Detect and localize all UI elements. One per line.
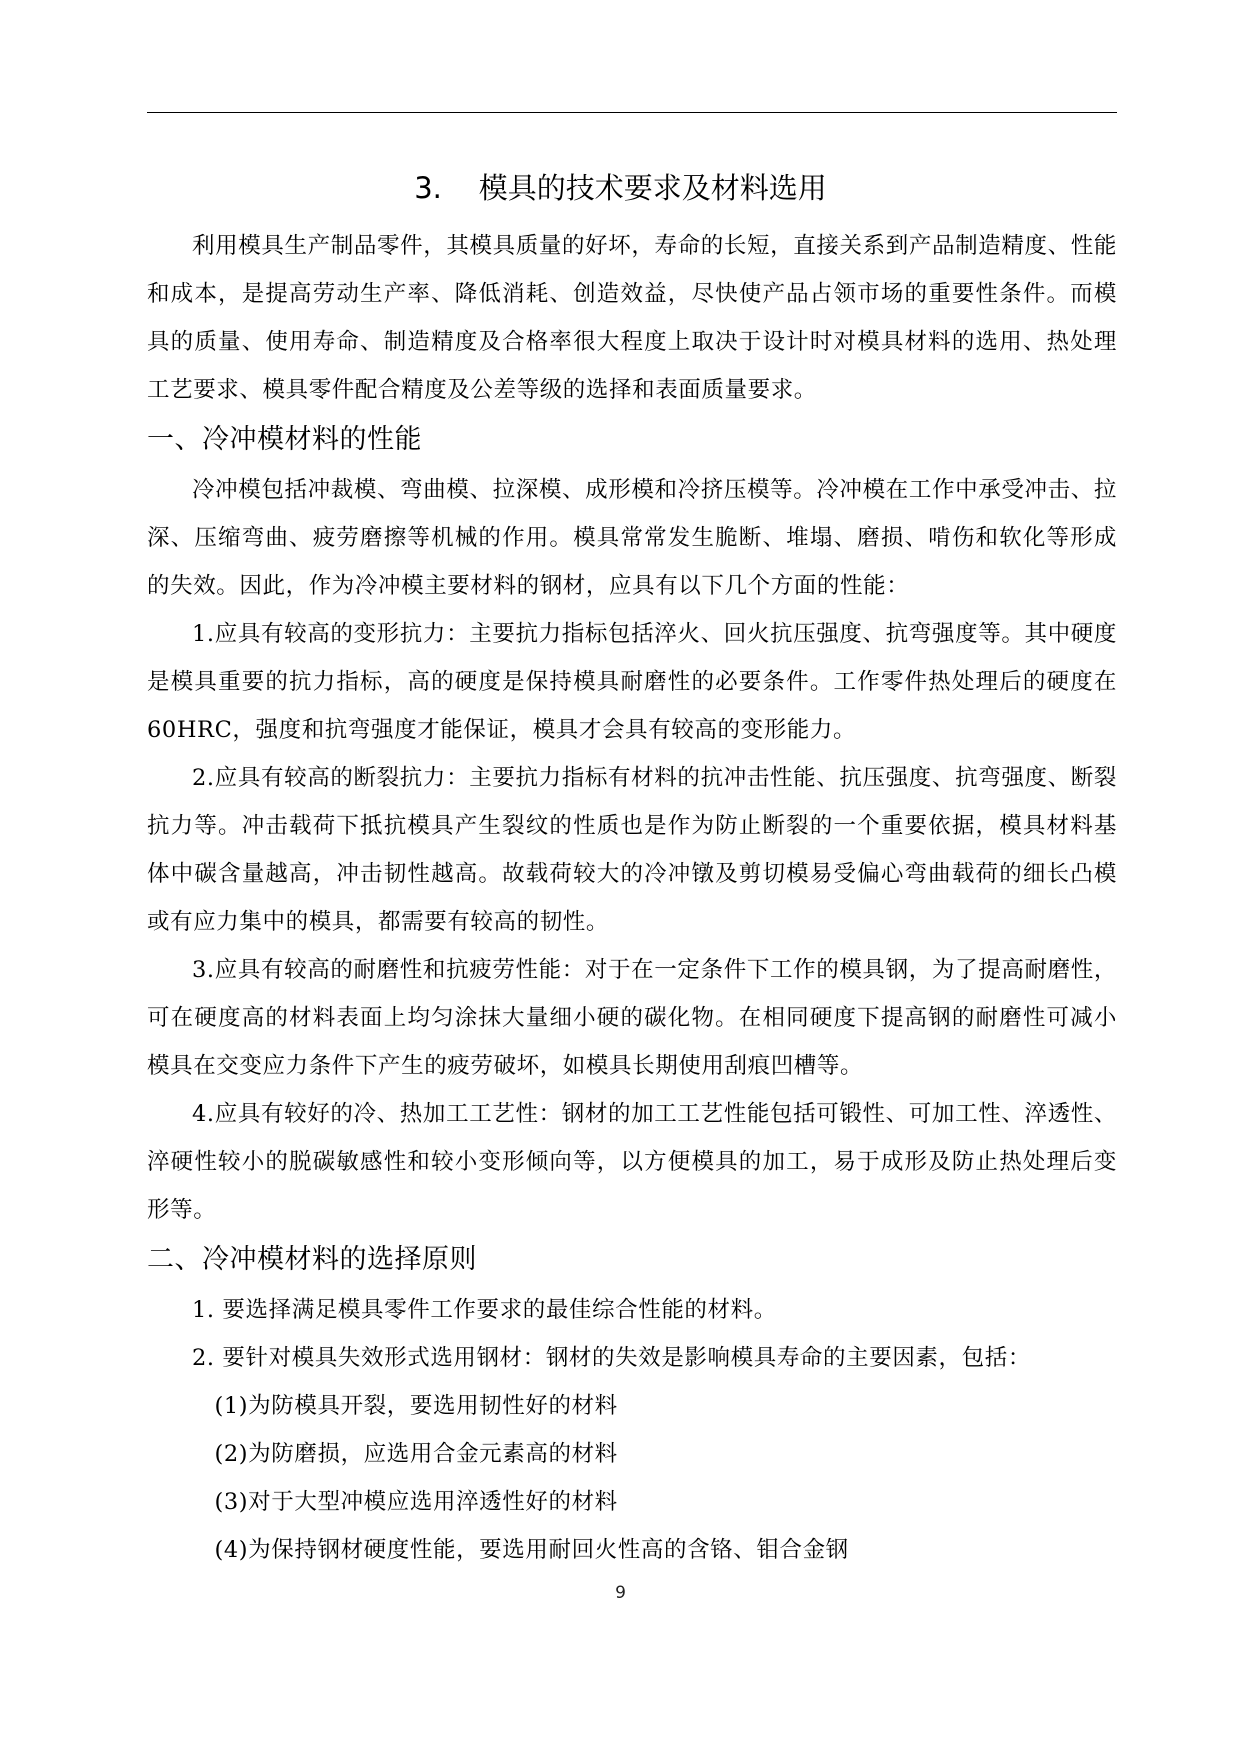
page-number: 9 xyxy=(615,1583,626,1603)
section1-paragraph-1: 冷冲模包括冲裁模、弯曲模、拉深模、成形模和冷挤压模等。冷冲模在工作中承受冲击、拉深、压缩弯曲、疲劳磨擦等机械的作用。模具常常发生脆断、堆塌、磨损、啃伤和软化等形成的失效。因此，作为冷冲模主要材料的钢材，应具有以下几个方面的性能： xyxy=(147,477,1117,599)
section1-paragraph-5: 4.应具有较好的冷、热加工工艺性：钢材的加工工艺性能包括可锻性、可加工性、淬透性、淬硬性较小的脱碳敏感性和较小变形倾向等，以方便模具的加工，易于成形及防止热处理后变形等。 xyxy=(147,1101,1117,1223)
intro-paragraph: 利用模具生产制品零件，其模具质量的好坏，寿命的长短，直接关系到产品制造精度、性能和成本，是提高劳动生产率、降低消耗、创造效益，尽快使产品占领市场的重要性条件。而模具的质量、使用寿命、制造精度及合格率很大程度上取决于设计时对模具材料的选用、热处理工艺要求、模具零件配合精度及公差等级的选择和表面质量要求。 xyxy=(147,233,1117,403)
section-heading-2: 二、冷冲模材料的选择原则 xyxy=(147,1244,477,1275)
sub-list-item: (3)对于大型冲模应选用淬透性好的材料 xyxy=(214,1489,618,1515)
list-item: 2. 要针对模具失效形式选用钢材：钢材的失效是影响模具寿命的主要因素，包括： xyxy=(192,1345,1031,1371)
sub-list-item: (1)为防模具开裂，要选用韧性好的材料 xyxy=(214,1393,618,1419)
list-item: 1. 要选择满足模具零件工作要求的最佳综合性能的材料。 xyxy=(192,1297,777,1323)
page-title: 3. 模具的技术要求及材料选用 xyxy=(414,171,827,205)
sub-list-item: (2)为防磨损，应选用合金元素高的材料 xyxy=(214,1441,618,1467)
document-body xyxy=(147,222,1117,1574)
section1-paragraph-4: 3.应具有较高的耐磨性和抗疲劳性能：对于在一定条件下工作的模具钢，为了提高耐磨性，可在硬度高的材料表面上均匀涂抹大量细小硬的碳化物。在相同硬度下提高钢的耐磨性可减小模具在交变应力条件下产生的疲劳破坏，如模具长期使用刮痕凹槽等。 xyxy=(147,957,1117,1079)
section1-paragraph-2: 1.应具有较高的变形抗力：主要抗力指标包括淬火、回火抗压强度、抗弯强度等。其中硬度是模具重要的抗力指标，高的硬度是保持模具耐磨性的必要条件。工作零件热处理后的硬度在60HRC，强度和抗弯强度才能保证，模具才会具有较高的变形能力。 xyxy=(147,621,1117,743)
section-heading-1: 一、冷冲模材料的性能 xyxy=(147,424,422,455)
section1-paragraph-3: 2.应具有较高的断裂抗力：主要抗力指标有材料的抗冲击性能、抗压强度、抗弯强度、断裂抗力等。冲击载荷下抵抗模具产生裂纹的性质也是作为防止断裂的一个重要依据，模具材料基体中碳含量越高，冲击韧性越高。故载荷较大的冷冲镦及剪切模易受偏心弯曲载荷的细长凸模或有应力集中的模具，都需要有较高的韧性。 xyxy=(147,765,1117,935)
header-rule xyxy=(147,112,1117,113)
sub-list-item: (4)为保持钢材硬度性能，要选用耐回火性高的含铬、钼合金钢 xyxy=(214,1537,849,1563)
